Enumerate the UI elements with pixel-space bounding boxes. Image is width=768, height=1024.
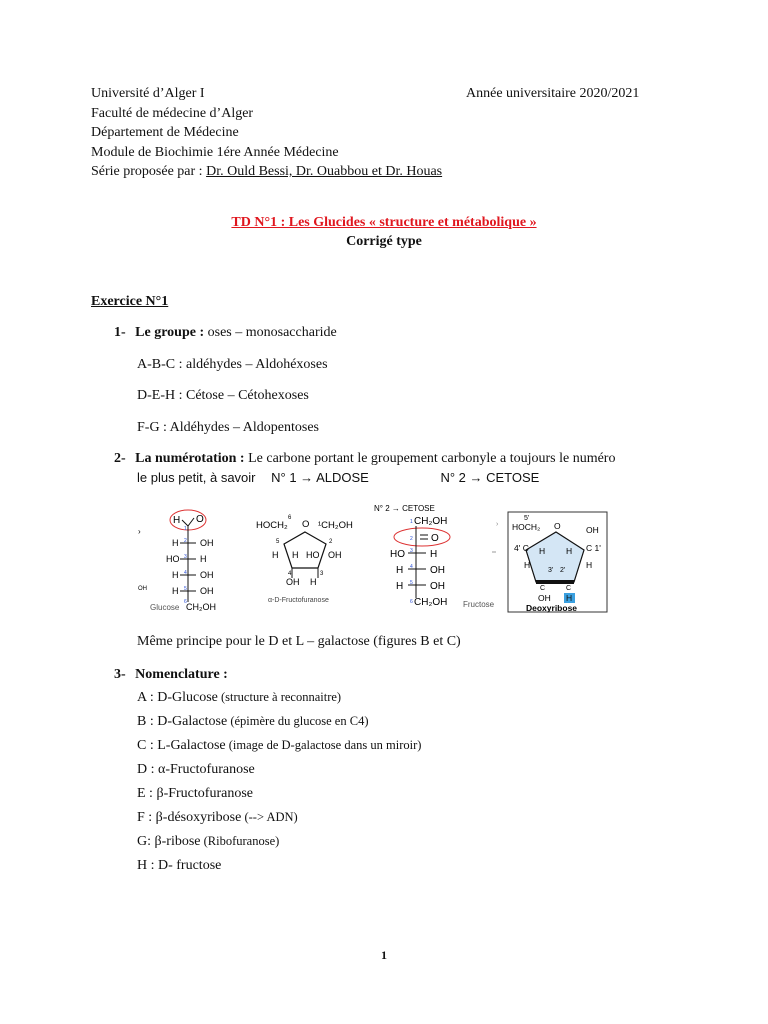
q1-line-deh: D-E-H : Cétose – Cétohexoses: [137, 388, 309, 403]
deoxy-o: O: [554, 521, 561, 531]
fru-ho: HO: [306, 550, 320, 560]
fru-n3: 3: [320, 571, 324, 577]
fructose-n1: 1: [410, 519, 413, 525]
deoxy-c3: 3': [548, 567, 554, 574]
glucose-r4-l: H: [172, 586, 179, 596]
glucose-h-top: H: [173, 515, 181, 526]
fructose-caption-top: N° 2 → CETOSE: [374, 504, 435, 513]
glucose-n5: 5: [184, 586, 187, 592]
deoxy-h-left: H: [524, 560, 531, 570]
deoxy-h-right: H: [586, 560, 593, 570]
q2-line: [114, 451, 615, 467]
glucose-ch2oh: CH₂OH: [186, 602, 216, 612]
fructose-r3-r: OH: [430, 581, 445, 592]
department-name: Département de Médecine: [91, 125, 239, 140]
fructose-n5: 5: [410, 580, 413, 586]
glucose-n2: 2: [184, 538, 187, 544]
fru-n4: 4: [288, 571, 292, 577]
nomenclature-item: [137, 762, 255, 778]
deoxy-c-left: C: [540, 585, 546, 592]
q2-number: 2-: [114, 451, 126, 466]
nomenclature-item: [137, 690, 341, 706]
q2-label: La numérotation :: [135, 451, 245, 466]
glucose-side-oh: OH: [138, 586, 147, 592]
fru-n2: 2: [329, 539, 333, 545]
glucose-n4: 4: [184, 570, 187, 576]
item-main: A : D-Glucose: [137, 690, 218, 705]
q2-after-figures: Même principe pour le D et L – galactose (figures B et C): [137, 634, 461, 649]
q2-text: Le carbone portant le groupement carbonyle a toujours le numéro: [244, 451, 616, 466]
glucose-r4-r: OH: [200, 586, 214, 596]
fructose-ch2oh-top: CH₂OH: [414, 516, 448, 527]
glucose-n6: 6: [184, 599, 187, 605]
item-main: F : β-désoxyribose: [137, 810, 242, 825]
nomenclature-item: [137, 834, 279, 850]
q2-cetose: N° 2 → CETOSE: [440, 470, 540, 485]
item-note: (--> ADN): [241, 810, 298, 824]
exercise-heading: Exercice N°1: [91, 294, 169, 309]
deoxy-c2: 2': [560, 567, 566, 574]
fructose-n4: 4: [410, 564, 413, 570]
nomenclature-item: [137, 858, 221, 874]
q3-number: 3-: [114, 667, 126, 682]
q1-line-abc: A-B-C : aldéhydes – Aldohéxoses: [137, 357, 328, 372]
fru-oh-bottom: OH: [286, 577, 300, 587]
deoxy-h-a: H: [539, 546, 546, 556]
deoxy-h-b: H: [566, 546, 573, 556]
faculty-name: Faculté de médecine d’Alger: [91, 106, 254, 121]
glucose-r1-r: OH: [200, 538, 214, 548]
fructofuranose-figure: [254, 510, 358, 610]
q2-line2: [137, 470, 539, 485]
glucose-o: O: [196, 514, 204, 525]
q2-aldose: N° 1 → ALDOSE: [271, 470, 369, 485]
item-note: (épimère du glucose en C4): [227, 714, 369, 728]
q1-label: Le groupe :: [135, 325, 205, 340]
fru-h-mid: H: [292, 550, 299, 560]
module-name: Module de Biochimie 1ére Année Médecine: [91, 145, 339, 160]
fructose-n2: 2: [410, 536, 413, 542]
item-note: (image de D-galactose dans un miroir): [225, 738, 422, 752]
fru-n5: 5: [276, 539, 280, 545]
deoxyribose-figure: [496, 510, 608, 614]
glucose-r1-l: H: [172, 538, 179, 548]
item-main: G: β-ribose: [137, 834, 201, 849]
deoxy-caption: Deoxyribose: [526, 603, 578, 613]
deoxy-c1: C 1': [586, 543, 601, 553]
fructose-r3-l: H: [396, 581, 404, 592]
item-note: (structure à reconnaitre): [217, 690, 342, 704]
page-number: 1: [381, 948, 387, 962]
nomenclature-item: [137, 786, 253, 802]
q1-line: [114, 325, 337, 341]
fructose-r1-r: H: [430, 549, 438, 560]
nomenclature-item: [137, 738, 421, 754]
item-note: (Ribofuranose): [200, 834, 280, 848]
deoxy-c-right: C: [566, 585, 572, 592]
deoxy-c4: 4' C: [514, 543, 529, 553]
q3-label: Nomenclature :: [135, 667, 228, 682]
document-title: TD N°1 : Les Glucides « structure et métabolique »: [231, 215, 537, 230]
item-main: B : D-Galactose: [137, 714, 228, 729]
document-subtitle: Corrigé type: [346, 234, 422, 249]
q1-line-fg: F-G : Aldéhydes – Aldopentoses: [137, 420, 319, 435]
item-main: C : L-Galactose: [137, 738, 226, 753]
fructose-r2-r: OH: [430, 565, 445, 576]
deoxy-oh-bottom: OH: [538, 593, 551, 603]
glucose-figure: [136, 506, 236, 614]
fructose-figure: [370, 502, 502, 614]
fru-n6: 6: [288, 515, 292, 521]
nomenclature-item: [137, 714, 368, 730]
item-main: D : α-Fructofuranose: [137, 762, 255, 777]
fru-o: O: [302, 519, 310, 530]
deoxy-oh-right: OH: [586, 525, 599, 535]
fructose-ch2oh-bottom: CH₂OH: [414, 597, 448, 608]
fru-ring: [284, 532, 326, 568]
series-authors: Dr. Ould Bessi, Dr. Ouabbou et Dr. Houas: [206, 164, 443, 179]
fructose-o: O: [431, 533, 439, 544]
q1-number: 1-: [114, 325, 126, 340]
q2-line2-a: le plus petit, à savoir: [137, 470, 256, 485]
fru-hoch2: HOCH₂: [256, 520, 288, 531]
glucose-r2-l: HO: [166, 554, 180, 564]
fructose-r1-l: HO: [390, 549, 405, 560]
item-main: E : β-Fructofuranose: [137, 786, 253, 801]
glucose-r3-r: OH: [200, 570, 214, 580]
deoxy-h-bottom: H: [566, 593, 573, 603]
fru-h-left: H: [272, 550, 279, 560]
glucose-side-mark: ›: [138, 527, 141, 536]
fru-h-bottom: H: [310, 577, 317, 587]
deoxy-hoch2: HOCH₂: [512, 522, 541, 532]
glucose-r3-l: H: [172, 570, 179, 580]
q3-line: [114, 667, 228, 683]
item-main: H : D- fructose: [137, 858, 222, 873]
glucose-n1: 1: [184, 526, 187, 532]
fru-caption: α-D-Fructofuranose: [268, 597, 329, 604]
deoxy-c5: 5': [524, 515, 530, 522]
series-prefix: Série proposée par :: [91, 164, 207, 179]
fructose-n6: 6: [410, 599, 413, 605]
series-line: [91, 164, 442, 180]
fru-oh-right: OH: [328, 550, 342, 560]
q1-text: oses – monosaccharide: [204, 325, 337, 340]
fructose-n3: 3: [410, 548, 413, 554]
fructose-carbonyl-circle: [394, 528, 450, 546]
university-name: Université d’Alger I: [91, 86, 205, 101]
fructose-r2-l: H: [396, 565, 404, 576]
glucose-r2-r: H: [200, 554, 207, 564]
fructose-caption: Fructose: [463, 600, 495, 609]
fru-ch2oh: ¹CH₂OH: [318, 520, 353, 531]
deoxy-edge-mark: ›: [496, 521, 499, 528]
academic-year: Année universitaire 2020/2021: [466, 86, 640, 101]
glucose-caption: Glucose: [150, 603, 180, 612]
glucose-n3: 3: [184, 554, 187, 560]
nomenclature-item: [137, 810, 298, 826]
